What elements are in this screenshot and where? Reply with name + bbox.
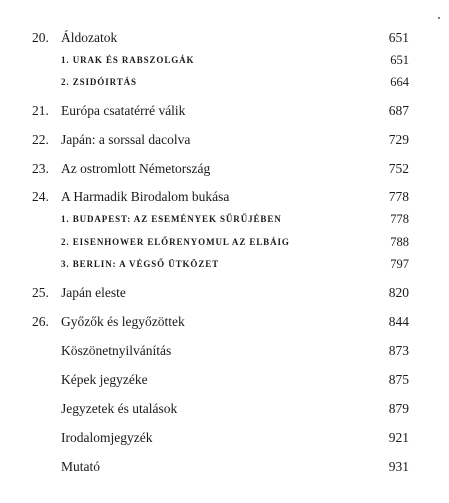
toc-entry-index bbox=[0, 457, 449, 477]
toc-entry-20 bbox=[0, 28, 449, 48]
subsection-title: 1. BUDAPEST: AZ ESEMÉNYEK SŰRŰJÉBEN bbox=[61, 214, 282, 224]
page-number: 778 bbox=[388, 189, 409, 204]
toc-entry-bibliography bbox=[0, 428, 449, 448]
toc-entry-24 bbox=[0, 187, 449, 207]
page-number: 752 bbox=[388, 161, 409, 176]
page-number: 729 bbox=[388, 132, 409, 147]
toc-subentry bbox=[0, 50, 449, 70]
toc-entry-illustrations bbox=[0, 370, 449, 390]
chapter-number: 24. bbox=[32, 189, 49, 204]
toc-entry-25 bbox=[0, 283, 449, 303]
toc-subentry bbox=[0, 72, 449, 92]
speck-mark bbox=[438, 17, 440, 19]
toc-subentry bbox=[0, 232, 449, 252]
toc-entry-notes bbox=[0, 399, 449, 419]
backmatter-title: Irodalomjegyzék bbox=[61, 430, 153, 445]
chapter-title: Az ostromlott Németország bbox=[61, 161, 211, 176]
toc-entry-26 bbox=[0, 312, 449, 332]
page-number: 687 bbox=[388, 103, 409, 118]
page-number: 931 bbox=[388, 459, 409, 474]
chapter-title: A Harmadik Birodalom bukása bbox=[61, 189, 230, 204]
page-number: 664 bbox=[390, 75, 409, 89]
chapter-number: 20. bbox=[32, 30, 49, 45]
subsection-title: 2. ZSIDÓIRTÁS bbox=[61, 77, 137, 87]
chapter-title: Japán: a sorssal dacolva bbox=[61, 132, 191, 147]
toc-entry-21 bbox=[0, 101, 449, 121]
page-number: 651 bbox=[388, 30, 409, 45]
toc-entry-23 bbox=[0, 159, 449, 179]
page-number: 921 bbox=[388, 430, 409, 445]
chapter-title: Japán eleste bbox=[61, 285, 126, 300]
backmatter-title: Képek jegyzéke bbox=[61, 372, 148, 387]
chapter-title: Győzők és legyőzöttek bbox=[61, 314, 185, 329]
chapter-number: 22. bbox=[32, 132, 49, 147]
chapter-number: 25. bbox=[32, 285, 49, 300]
toc-subentry bbox=[0, 209, 449, 229]
chapter-title: Európa csatatérré válik bbox=[61, 103, 186, 118]
chapter-number: 23. bbox=[32, 161, 49, 176]
page-number: 820 bbox=[388, 285, 409, 300]
page-number: 797 bbox=[390, 257, 409, 271]
subsection-title: 3. BERLIN: A VÉGSŐ ÜTKÖZET bbox=[61, 259, 220, 269]
subsection-title: 1. URAK ÉS RABSZOLGÁK bbox=[61, 55, 195, 65]
page-number: 788 bbox=[390, 235, 409, 249]
page-number: 875 bbox=[388, 372, 409, 387]
chapter-number: 26. bbox=[32, 314, 49, 329]
toc-entry-22 bbox=[0, 130, 449, 150]
page-number: 873 bbox=[388, 343, 409, 358]
page-number: 879 bbox=[388, 401, 409, 416]
page-number: 844 bbox=[388, 314, 409, 329]
backmatter-title: Mutató bbox=[61, 459, 100, 474]
backmatter-title: Köszönetnyilvánítás bbox=[61, 343, 172, 358]
backmatter-title: Jegyzetek és utalások bbox=[61, 401, 178, 416]
toc-subentry bbox=[0, 254, 449, 274]
page-number: 778 bbox=[390, 212, 409, 226]
toc-entry-acknowledgements bbox=[0, 341, 449, 361]
page-number: 651 bbox=[390, 53, 409, 67]
subsection-title: 2. EISENHOWER ELŐRENYOMUL AZ ELBÁIG bbox=[61, 237, 290, 247]
chapter-title: Áldozatok bbox=[61, 30, 118, 45]
chapter-number: 21. bbox=[32, 103, 49, 118]
